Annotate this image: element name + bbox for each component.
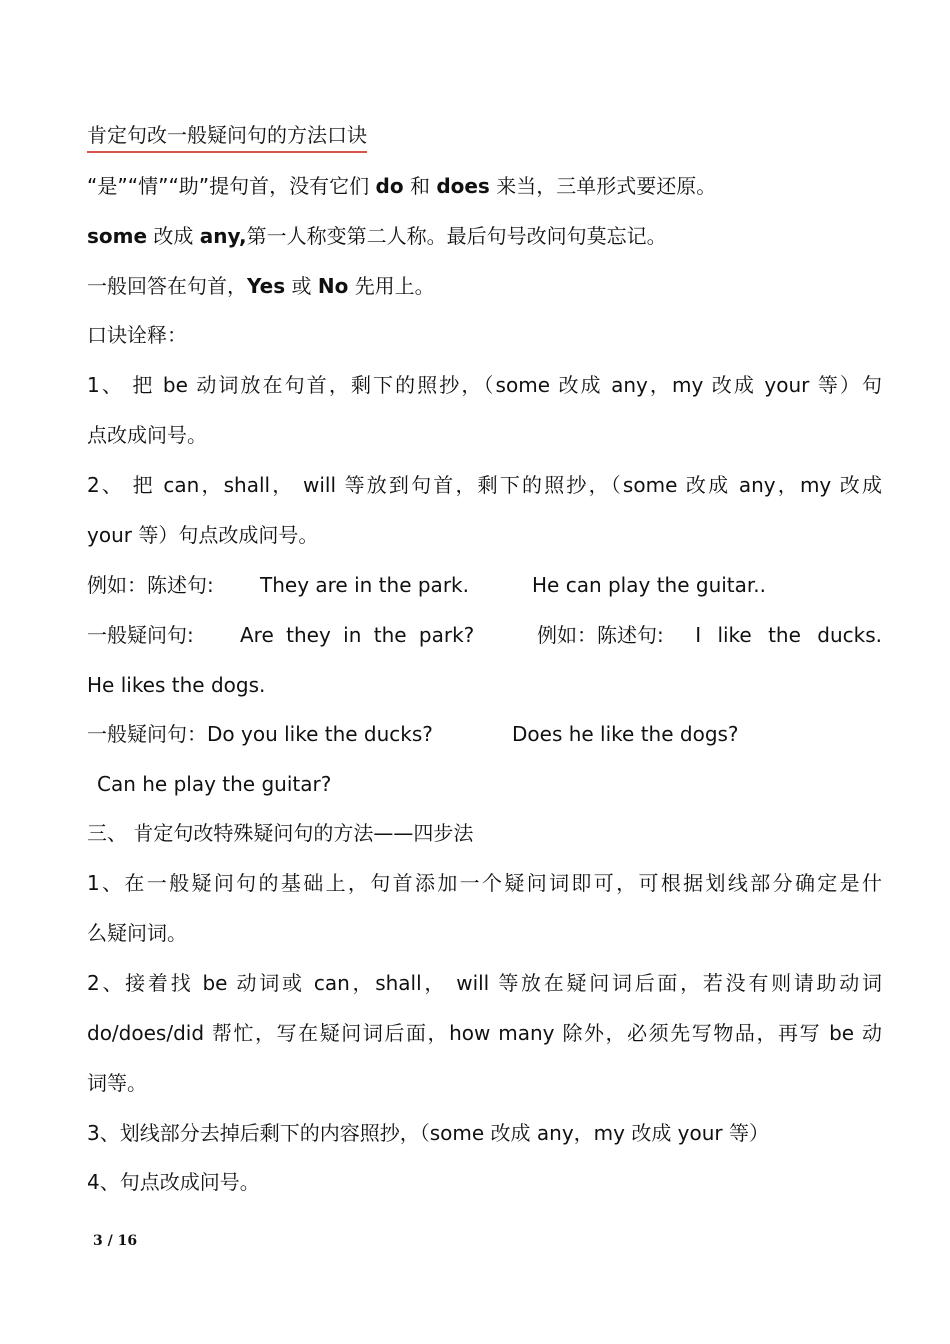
step4-line: 4、句点改成问号。 bbox=[87, 1170, 260, 1194]
step1-line2: 么疑问词。 bbox=[87, 921, 187, 945]
rhyme1-do: do bbox=[375, 174, 404, 198]
question2-line bbox=[87, 721, 882, 747]
explain-title: 口诀诠释： bbox=[87, 323, 187, 347]
rhyme-line-1 bbox=[87, 173, 882, 199]
step2-line1: 2、接着找 be 动词或 can，shall， will 等放在疑问词后面，若没有则请助动词 bbox=[87, 971, 882, 995]
example2-label: 例如：陈述句: bbox=[537, 623, 664, 647]
rhyme-line-2 bbox=[87, 223, 882, 249]
rhyme3-yes: Yes bbox=[247, 274, 286, 298]
rhyme2-any: any, bbox=[199, 224, 247, 248]
question1-line bbox=[87, 622, 882, 648]
example2-cont: He likes the dogs. bbox=[87, 673, 266, 697]
question3-line: Can he play the guitar? bbox=[97, 772, 332, 796]
example1-line bbox=[87, 572, 882, 598]
step1-line1: 1、在一般疑问句的基础上，句首添加一个疑问词即可，可根据划线部分确定是什 bbox=[87, 871, 882, 895]
step2-line3: 词等。 bbox=[87, 1071, 147, 1095]
page-number: 3 / 16 bbox=[93, 1233, 138, 1249]
example1-label: 例如：陈述句: bbox=[87, 573, 214, 597]
rhyme1-and: 和 bbox=[409, 174, 430, 198]
question2-q2: Do you like the ducks? bbox=[207, 722, 433, 746]
section3-heading: 三、 肯定句改特殊疑问句的方法——四步法 bbox=[87, 821, 474, 845]
rhyme1-text-a: “是”“情”“助”提句首，没有它们 bbox=[87, 174, 370, 198]
question2-q3: Does he like the dogs? bbox=[512, 722, 739, 746]
rhyme2-some: some bbox=[87, 224, 148, 248]
item2-line2: your 等）句点改成问号。 bbox=[87, 523, 319, 547]
rhyme3-or: 或 bbox=[291, 274, 312, 298]
rhyme1-does: does bbox=[436, 174, 490, 198]
item1-line2: 点改成问号。 bbox=[87, 423, 207, 447]
example1-sentence1: They are in the park. bbox=[260, 573, 469, 597]
step2-line2: do/does/did 帮忙，写在疑问词后面，how many 除外，必须先写物品，再写 be 动 bbox=[87, 1021, 882, 1045]
step3-line: 3、划线部分去掉后剩下的内容照抄，（some 改成 any，my 改成 your 等） bbox=[87, 1121, 770, 1145]
question2-label: 一般疑问句： bbox=[87, 722, 207, 746]
rhyme3-text-b: 先用上。 bbox=[354, 274, 435, 298]
item1-line1: 1、 把 be 动词放在句首，剩下的照抄，（some 改成 any，my 改成 your 等）句 bbox=[87, 373, 882, 397]
heading-line bbox=[87, 122, 882, 153]
rhyme3-no: No bbox=[317, 274, 349, 298]
rhyme2-text-b: 第一人称变第二人称。最后句号改问句莫忘记。 bbox=[246, 224, 667, 248]
document-heading: 肯定句改一般疑问句的方法口诀 bbox=[87, 122, 367, 153]
rhyme1-text-b: 来当，三单形式要还原。 bbox=[496, 174, 717, 198]
example2-sentence1: I like the ducks. bbox=[695, 623, 882, 647]
example1-sentence2: He can play the guitar.. bbox=[532, 573, 766, 597]
rhyme2-text-a: 改成 bbox=[153, 224, 194, 248]
question1-q1: Are they in the park? bbox=[240, 623, 475, 647]
item2-line1: 2、 把 can，shall， will 等放到句首，剩下的照抄，（some 改成 any，my 改成 bbox=[87, 473, 882, 497]
rhyme-line-3 bbox=[87, 273, 882, 299]
question1-label: 一般疑问句: bbox=[87, 623, 194, 647]
rhyme3-text-a: 一般回答在句首， bbox=[87, 274, 247, 298]
